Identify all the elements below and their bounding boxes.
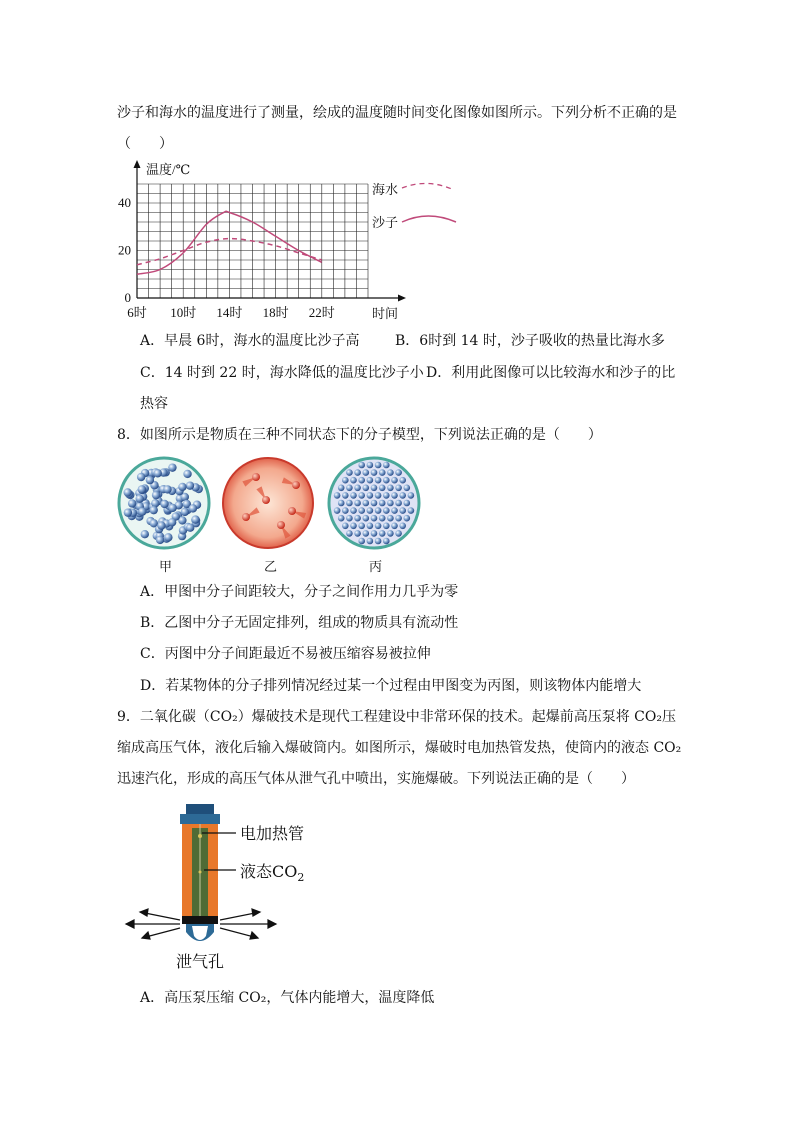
molecule xyxy=(395,515,402,522)
molecule xyxy=(156,536,164,544)
molecule xyxy=(186,524,194,532)
molecule xyxy=(387,485,394,492)
molecule xyxy=(346,515,353,522)
molecule xyxy=(252,473,260,481)
molecule xyxy=(292,481,300,489)
molecule xyxy=(391,523,398,530)
molecule xyxy=(387,530,394,537)
label-liquid-co2 xyxy=(240,862,304,888)
molecule xyxy=(363,500,370,507)
x-tick-label: 6时 xyxy=(127,305,147,320)
molecule xyxy=(371,469,378,476)
molecule xyxy=(160,500,168,508)
molecule xyxy=(141,530,149,538)
molecule xyxy=(346,469,353,476)
q8-stem: 8．如图所示是物质在三种不同状态下的分子模型，下列说法正确的是（ ） xyxy=(117,427,602,443)
x-axis-label: 时间 xyxy=(372,306,399,321)
molecule xyxy=(375,507,382,514)
molecule xyxy=(375,523,382,530)
molecule xyxy=(123,488,131,496)
molecule xyxy=(350,492,357,499)
y-axis-arrow xyxy=(134,160,141,168)
x-tick-label: 14时 xyxy=(216,305,243,320)
molecule xyxy=(354,500,361,507)
molecule xyxy=(342,477,349,484)
molecule xyxy=(408,507,415,514)
y-tick-label: 0 xyxy=(124,290,131,305)
molecule-models-figure xyxy=(116,455,436,555)
molecule xyxy=(338,500,345,507)
legend-line-sand xyxy=(402,216,456,222)
molecule xyxy=(168,504,176,512)
molecule xyxy=(354,469,361,476)
q7-option-d-line1: D．利用此图像可以比较海水和沙子的比 xyxy=(426,365,676,381)
q8-option-d: D．若某物体的分子排列情况经过某一个过程由甲图变为丙图，则该物体内能增大 xyxy=(140,678,642,694)
chart-axes xyxy=(134,160,407,302)
molecule xyxy=(383,538,390,545)
molecule xyxy=(404,485,411,492)
molecule xyxy=(138,507,146,515)
q9-line2: 缩成高压气体，液化后输入爆破筒内。如图所示，爆破时电加热管发热，使筒内的液态 CO₂ xyxy=(117,740,682,756)
molecule xyxy=(157,521,165,529)
q8-option-c: C．丙图中分子间距最近不易被压缩容易被拉伸 xyxy=(140,646,431,662)
molecule xyxy=(138,485,146,493)
q7-option-a: A．早晨 6时，海水的温度比沙子高 xyxy=(140,333,360,349)
molecule xyxy=(338,515,345,522)
molecule xyxy=(363,469,370,476)
x-tick-label: 18时 xyxy=(262,305,289,320)
molecule xyxy=(367,538,374,545)
molecule xyxy=(124,508,132,516)
label-heater-tube: 电加热管 xyxy=(240,824,305,843)
q8-option-a: A．甲图中分子间距较大，分子之间作用力几乎为零 xyxy=(140,584,459,600)
y-axis-label: 温度/℃ xyxy=(146,162,191,177)
molecule xyxy=(342,507,349,514)
molecule xyxy=(395,485,402,492)
legend-line-seawater xyxy=(402,183,454,190)
molecule xyxy=(379,500,386,507)
molecule xyxy=(363,515,370,522)
q7-option-d-line2: 热容 xyxy=(140,396,168,412)
label-bing: 丙 xyxy=(369,560,383,575)
molecule xyxy=(367,492,374,499)
molecule xyxy=(387,500,394,507)
molecule xyxy=(137,473,145,481)
y-tick-label: 40 xyxy=(118,195,131,210)
q9-line1: 9．二氧化碳（CO₂）爆破技术是现代工程建设中非常环保的技术。起爆前高压泵将 CO₂压 xyxy=(117,709,676,725)
molecule xyxy=(354,485,361,492)
molecule xyxy=(350,507,357,514)
molecule xyxy=(408,492,415,499)
molecule xyxy=(379,485,386,492)
molecule xyxy=(354,530,361,537)
molecule xyxy=(404,500,411,507)
molecule xyxy=(399,507,406,514)
temperature-chart xyxy=(110,160,470,325)
label-vent-hole: 泄气孔 xyxy=(176,952,225,971)
molecule xyxy=(128,499,136,507)
label-jia: 甲 xyxy=(159,560,173,575)
molecule xyxy=(375,462,382,469)
molecule xyxy=(164,533,172,541)
molecule xyxy=(395,500,402,507)
x-axis-arrow xyxy=(398,295,406,302)
y-tick-label: 20 xyxy=(118,242,131,258)
molecule xyxy=(154,469,162,477)
molecule xyxy=(277,521,285,529)
molecule xyxy=(399,523,406,530)
molecule xyxy=(358,477,365,484)
molecule xyxy=(342,492,349,499)
molecule xyxy=(189,504,197,512)
molecule xyxy=(399,492,406,499)
model-jia xyxy=(119,458,209,548)
molecule xyxy=(371,485,378,492)
molecule xyxy=(346,500,353,507)
q8-option-b: B．乙图中分子无固定排列，组成的物质具有流动性 xyxy=(140,615,459,631)
molecule xyxy=(371,530,378,537)
q9-line3: 迅速汽化，形成的高压气体从泄气孔中喷出，实施爆破。下列说法正确的是（ ） xyxy=(117,771,635,787)
molecule xyxy=(168,463,176,471)
x-tick-label: 10时 xyxy=(170,305,197,320)
molecule xyxy=(391,507,398,514)
model-yi xyxy=(223,458,313,548)
q7-stem-line2: （ ） xyxy=(117,136,173,152)
molecule xyxy=(358,462,365,469)
molecule xyxy=(136,494,144,502)
molecule xyxy=(358,538,365,545)
molecule xyxy=(391,492,398,499)
molecule xyxy=(181,508,189,516)
molecule xyxy=(387,515,394,522)
molecule xyxy=(242,513,250,521)
molecule xyxy=(338,485,345,492)
molecule xyxy=(288,507,296,515)
label-liquid-co2-sub: 2 xyxy=(297,871,305,885)
chart-ticks xyxy=(118,195,335,320)
molecule xyxy=(178,483,186,491)
molecule xyxy=(163,485,171,493)
q7-stem-line1: 沙子和海水的温度进行了测量，绘成的温度随时间变化图像如图所示。下列分析不正确的是 xyxy=(117,105,677,121)
molecule xyxy=(334,492,341,499)
molecule xyxy=(262,496,270,504)
label-liquid-co2-text: 液态CO xyxy=(240,862,298,881)
q7-option-b: B．6时到 14 时，沙子吸收的热量比海水多 xyxy=(395,333,665,349)
model-bing xyxy=(329,458,419,548)
molecule xyxy=(379,530,386,537)
molecule xyxy=(375,477,382,484)
molecule xyxy=(342,523,349,530)
molecule xyxy=(379,469,386,476)
molecule xyxy=(367,507,374,514)
molecule xyxy=(350,477,357,484)
molecule xyxy=(379,515,386,522)
legend-label-sand: 沙子 xyxy=(372,215,399,230)
molecule xyxy=(168,518,176,526)
molecule xyxy=(149,506,157,514)
molecule xyxy=(367,462,374,469)
molecule xyxy=(334,507,341,514)
molecule xyxy=(186,481,194,489)
molecule xyxy=(375,538,382,545)
q7-option-c: C．14 时到 22 时，海水降低的温度比沙子小 xyxy=(140,365,424,381)
molecule xyxy=(383,507,390,514)
molecule xyxy=(346,485,353,492)
molecule xyxy=(358,523,365,530)
molecule xyxy=(358,492,365,499)
q9-option-a: A．高压泵压缩 CO₂，气体内能增大，温度降低 xyxy=(140,990,435,1006)
molecule xyxy=(354,515,361,522)
molecule xyxy=(146,476,154,484)
molecule xyxy=(371,500,378,507)
molecule xyxy=(371,515,378,522)
molecule xyxy=(363,530,370,537)
molecule xyxy=(375,492,382,499)
molecule xyxy=(383,477,390,484)
molecule xyxy=(395,530,402,537)
molecule xyxy=(395,469,402,476)
molecule xyxy=(404,515,411,522)
legend-label-seawater: 海水 xyxy=(372,182,399,197)
molecule xyxy=(391,477,398,484)
molecule xyxy=(383,462,390,469)
molecule xyxy=(183,470,191,478)
molecule xyxy=(383,523,390,530)
molecule xyxy=(363,485,370,492)
molecule xyxy=(346,530,353,537)
molecule xyxy=(350,523,357,530)
molecule xyxy=(399,477,406,484)
molecule xyxy=(367,523,374,530)
label-yi: 乙 xyxy=(264,560,278,575)
molecule xyxy=(191,515,199,523)
molecule xyxy=(358,507,365,514)
x-tick-label: 22时 xyxy=(308,305,335,320)
molecule xyxy=(383,492,390,499)
molecule xyxy=(152,491,160,499)
molecule xyxy=(387,469,394,476)
molecule xyxy=(367,477,374,484)
